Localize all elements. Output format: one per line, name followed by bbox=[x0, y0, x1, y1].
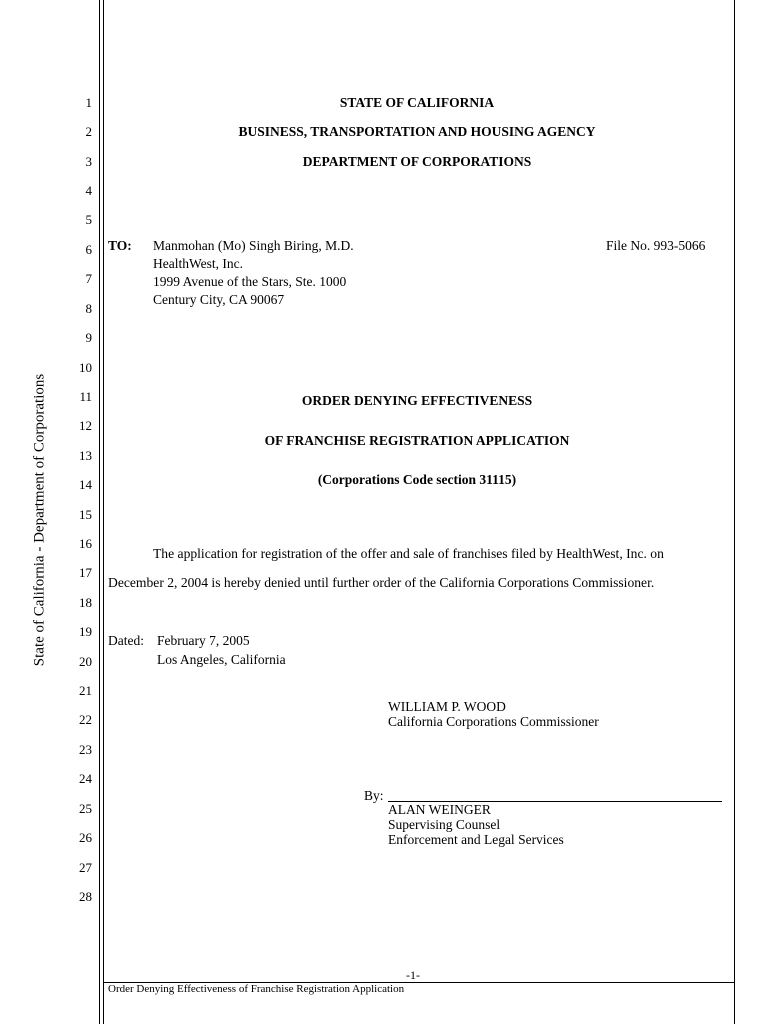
line-number: 18 bbox=[79, 595, 92, 610]
by-label: By: bbox=[364, 788, 384, 803]
line-number: 16 bbox=[79, 536, 92, 551]
line-number: 9 bbox=[85, 330, 92, 345]
line-number: 19 bbox=[79, 624, 92, 639]
recipient-street: 1999 Avenue of the Stars, Ste. 1000 bbox=[153, 274, 347, 289]
left-margin-rule-inner bbox=[103, 0, 104, 1024]
to-label: TO: bbox=[108, 238, 132, 253]
line-number: 25 bbox=[79, 801, 92, 816]
recipient-city: Century City, CA 90067 bbox=[153, 292, 285, 307]
body-line2: December 2, 2004 is hereby denied until further order of the California Corporations Commissioner. bbox=[108, 575, 655, 590]
commissioner-name: WILLIAM P. WOOD bbox=[388, 699, 506, 714]
header-state: STATE OF CALIFORNIA bbox=[339, 95, 495, 110]
line-number: 17 bbox=[79, 565, 92, 580]
signer-name: ALAN WEINGER bbox=[388, 802, 491, 817]
footer-title: Order Denying Effectiveness of Franchise Registration Application bbox=[108, 983, 405, 995]
page-number: -1- bbox=[406, 968, 420, 982]
order-title-line1: ORDER DENYING EFFECTIVENESS bbox=[301, 393, 533, 408]
dated-place: Los Angeles, California bbox=[157, 652, 286, 667]
recipient-company: HealthWest, Inc. bbox=[153, 256, 244, 271]
line-number: 5 bbox=[85, 212, 92, 227]
line-number: 3 bbox=[85, 154, 92, 169]
line-number: 10 bbox=[79, 360, 92, 375]
line-number: 27 bbox=[79, 860, 92, 875]
line-number: 20 bbox=[79, 654, 92, 669]
header-agency: BUSINESS, TRANSPORTATION AND HOUSING AGENCY bbox=[238, 124, 596, 139]
line-number: 22 bbox=[79, 712, 92, 727]
line-number: 13 bbox=[79, 448, 92, 463]
line-number: 23 bbox=[79, 742, 92, 757]
line-number: 7 bbox=[85, 271, 92, 286]
line-number: 12 bbox=[79, 418, 92, 433]
header-department: DEPARTMENT OF CORPORATIONS bbox=[302, 154, 532, 169]
line-number: 26 bbox=[79, 830, 92, 845]
commissioner-title: California Corporations Commissioner bbox=[388, 714, 599, 729]
signer-title: Supervising Counsel bbox=[388, 817, 501, 832]
line-number: 24 bbox=[79, 771, 92, 786]
recipient-name: Manmohan (Mo) Singh Biring, M.D. bbox=[153, 238, 354, 253]
line-number: 4 bbox=[85, 183, 92, 198]
line-number: 11 bbox=[79, 389, 92, 404]
line-number: 1 bbox=[85, 95, 92, 110]
line-number: 2 bbox=[85, 124, 92, 139]
line-number: 15 bbox=[79, 507, 92, 522]
line-number: 28 bbox=[79, 889, 92, 904]
line-number: 14 bbox=[79, 477, 92, 492]
dated-date: February 7, 2005 bbox=[157, 633, 250, 648]
file-number: File No. 993-5066 bbox=[606, 238, 706, 253]
line-number: 6 bbox=[85, 242, 92, 257]
left-margin-rule-outer bbox=[99, 0, 100, 1024]
line-number: 8 bbox=[85, 301, 92, 316]
order-title-line2: OF FRANCHISE REGISTRATION APPLICATION bbox=[264, 433, 570, 448]
right-margin-rule bbox=[734, 0, 735, 1024]
dated-label: Dated: bbox=[108, 633, 144, 648]
order-title-line3: (Corporations Code section 31115) bbox=[317, 472, 517, 487]
signer-division: Enforcement and Legal Services bbox=[388, 832, 564, 847]
line-number: 21 bbox=[79, 683, 92, 698]
side-caption: State of California - Department of Corporations bbox=[31, 373, 48, 667]
body-line1: The application for registration of the offer and sale of franchises filed by HealthWest, Inc. on bbox=[153, 546, 664, 561]
